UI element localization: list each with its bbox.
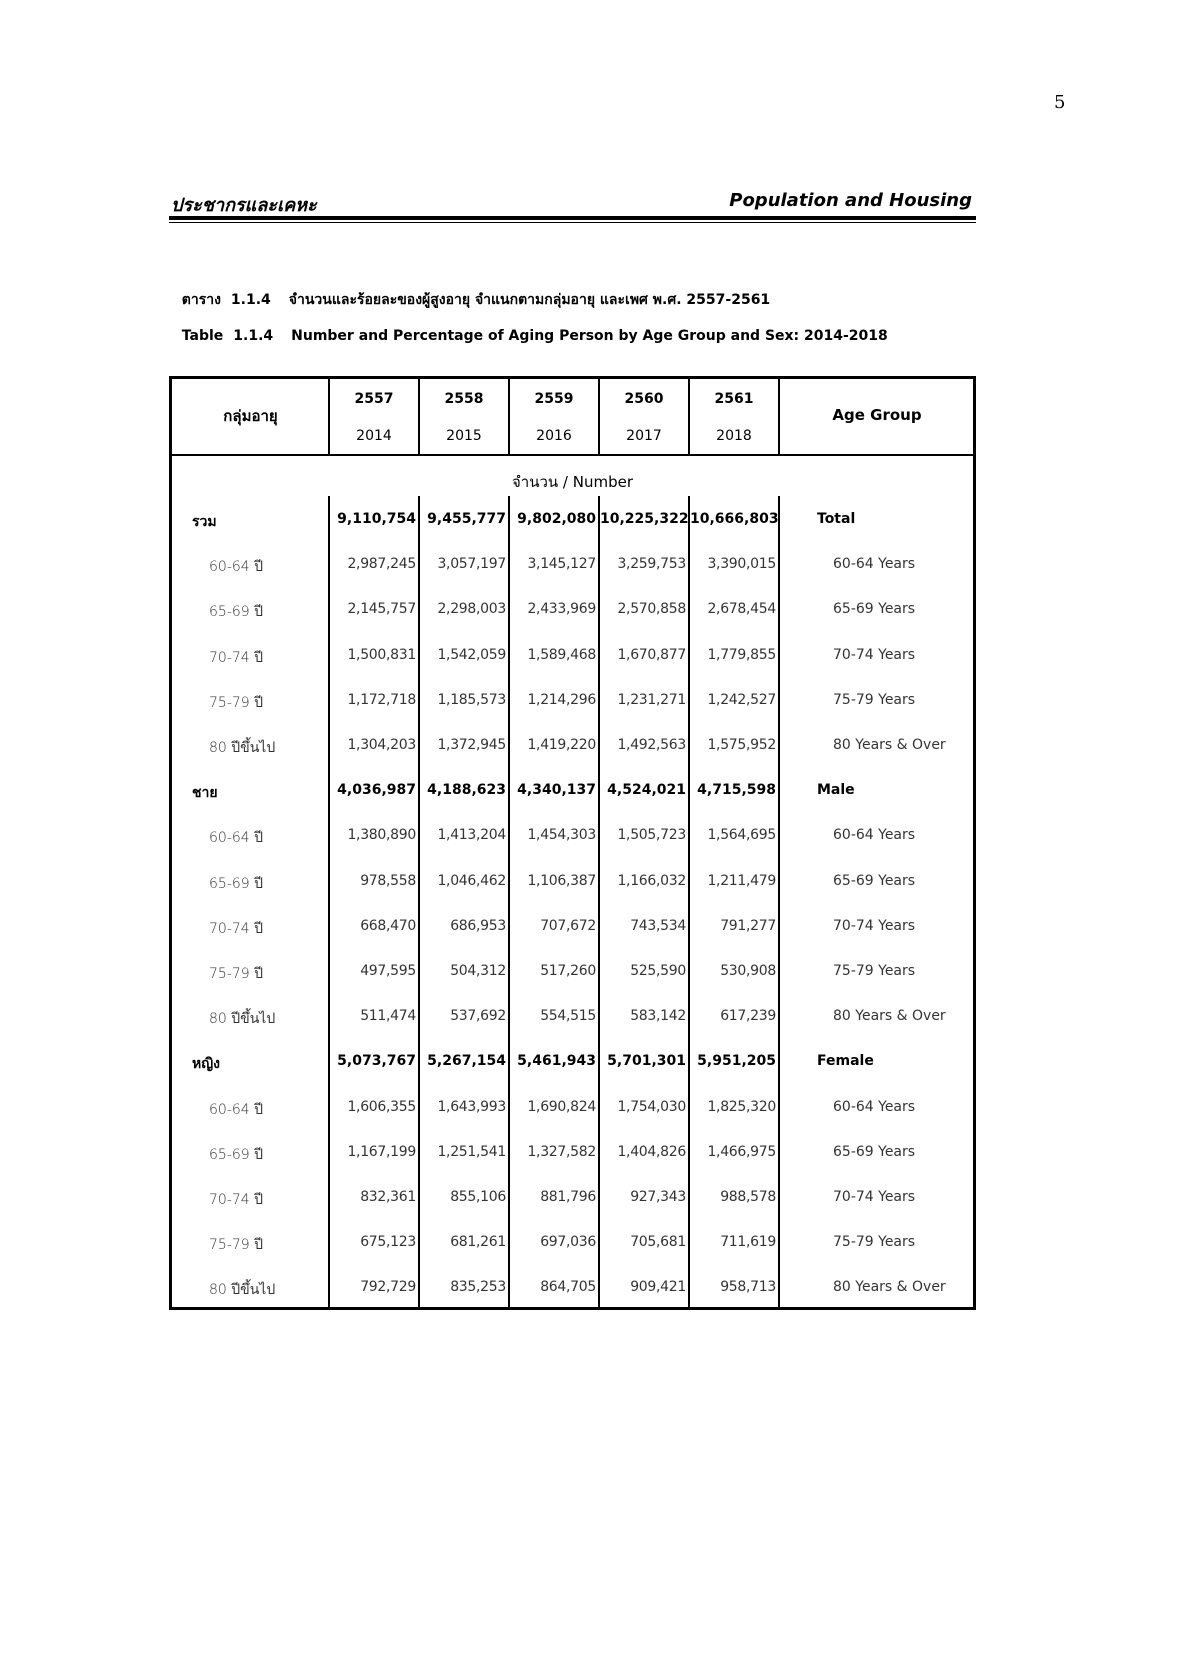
table-row — [172, 637, 973, 677]
cell-value: 617,239 — [720, 1008, 776, 1025]
cell-value: 1,454,303 — [527, 827, 596, 844]
header-year-thai: 2561 — [714, 391, 754, 407]
cell-value: 1,404,826 — [617, 1143, 686, 1160]
cell-value: 2,570,858 — [617, 601, 686, 618]
cell-value: 1,231,271 — [617, 691, 686, 708]
cell-value: 1,172,718 — [347, 691, 416, 708]
header-rule-thick — [169, 216, 976, 220]
caption-thai-number: 1.1.4 — [230, 292, 271, 308]
row-label-thai: ชาย — [192, 785, 218, 802]
cell-value: 3,259,753 — [617, 556, 686, 573]
cell-value: 511,474 — [360, 1008, 416, 1025]
cell-value: 1,670,877 — [617, 646, 686, 663]
cell-value: 832,361 — [360, 1189, 416, 1205]
cell-value: 881,796 — [540, 1189, 596, 1205]
row-label-thai: 75-79 ปี — [209, 966, 264, 982]
row-label-thai: 70-74 ปี — [209, 649, 264, 666]
row-label-thai: 80 ปีขึ้นไป — [209, 1011, 276, 1028]
table-row — [172, 908, 973, 948]
cell-value: 2,145,757 — [347, 601, 416, 618]
row-label-thai: 75-79 ปี — [209, 694, 264, 711]
row-label-thai: รวม — [192, 514, 217, 530]
cell-value: 1,166,032 — [617, 872, 686, 889]
header-rule-thin — [169, 222, 976, 223]
cell-value: 3,057,197 — [437, 556, 506, 573]
table-row — [172, 591, 973, 631]
cell-value: 3,390,015 — [707, 556, 776, 573]
header-year-ad: 2016 — [536, 428, 572, 444]
cell-value: 1,643,993 — [437, 1098, 506, 1115]
cell-value: 5,267,154 — [427, 1053, 506, 1070]
cell-value: 5,073,767 — [337, 1053, 416, 1070]
cell-value: 2,298,003 — [437, 601, 506, 618]
row-label-thai: 80 ปีขึ้นไป — [209, 740, 276, 756]
cell-value: 2,987,245 — [347, 556, 416, 573]
cell-value: 517,260 — [540, 963, 596, 979]
header-year-thai: 2557 — [354, 391, 394, 407]
row-label-english: Female — [817, 1053, 874, 1070]
cell-value: 4,340,137 — [517, 782, 596, 799]
row-label-thai: 60-64 ปี — [209, 1101, 264, 1118]
cell-value: 1,564,695 — [707, 827, 776, 844]
cell-value: 686,953 — [450, 917, 506, 934]
header-year-thai: 2558 — [444, 391, 484, 407]
cell-value: 958,713 — [720, 1279, 776, 1296]
row-label-english: 70-74 Years — [833, 917, 916, 934]
header-year-ad: 2014 — [356, 428, 392, 444]
cell-value: 1,505,723 — [617, 827, 686, 844]
caption-thai-text: จำนวนและร้อยละของผู้สูงอายุ จำแนกตามกลุ่มอายุ และเพศ พ.ศ. 2557-2561 — [288, 292, 771, 308]
cell-value: 988,578 — [720, 1189, 776, 1205]
cell-value: 1,046,462 — [437, 872, 506, 889]
cell-value: 791,277 — [720, 917, 776, 934]
row-label-thai: 70-74 ปี — [209, 920, 264, 937]
cell-value: 1,500,831 — [347, 646, 416, 663]
cell-value: 2,678,454 — [707, 601, 776, 618]
cell-value: 707,672 — [540, 917, 596, 934]
row-label-english: 65-69 Years — [833, 872, 916, 889]
cell-value: 1,304,203 — [347, 737, 416, 753]
running-header — [169, 186, 976, 220]
cell-value: 525,590 — [630, 963, 686, 979]
row-label-english: Male — [817, 782, 855, 799]
row-label-thai: 60-64 ปี — [209, 830, 264, 847]
cell-value: 5,701,301 — [607, 1053, 686, 1070]
row-label-english: 70-74 Years — [833, 1189, 916, 1205]
cell-value: 1,492,563 — [617, 737, 686, 753]
cell-value: 1,419,220 — [527, 737, 596, 753]
cell-value: 5,951,205 — [697, 1053, 776, 1070]
table-row — [172, 1134, 973, 1174]
row-label-thai: 80 ปีขึ้นไป — [209, 1282, 276, 1299]
cell-value: 978,558 — [360, 872, 416, 889]
cell-value: 1,327,582 — [527, 1143, 596, 1160]
cell-value: 668,470 — [360, 917, 416, 934]
table-caption-thai — [172, 273, 770, 311]
row-label-english: 75-79 Years — [833, 1234, 916, 1251]
table-row — [172, 682, 973, 722]
row-label-thai: 75-79 ปี — [209, 1237, 264, 1254]
header-age-group-thai: กลุ่มอายุ — [223, 407, 278, 425]
cell-value: 504,312 — [450, 963, 506, 979]
table-group-row — [172, 1043, 973, 1083]
cell-value: 864,705 — [540, 1279, 596, 1296]
col-divider — [778, 379, 780, 455]
cell-value: 1,413,204 — [437, 827, 506, 844]
cell-value: 9,802,080 — [517, 511, 596, 527]
caption-english-text: Number and Percentage of Aging Person by Age Group and Sex: 2014-2018 — [291, 328, 888, 344]
table-row — [172, 817, 973, 857]
cell-value: 1,466,975 — [707, 1143, 776, 1160]
cell-value: 1,542,059 — [437, 646, 506, 663]
row-label-english: 60-64 Years — [833, 556, 916, 573]
cell-value: 1,380,890 — [347, 827, 416, 844]
cell-value: 9,455,777 — [427, 511, 506, 527]
cell-value: 1,575,952 — [707, 737, 776, 753]
cell-value: 4,188,623 — [427, 782, 506, 799]
caption-english-label: Table — [181, 328, 224, 344]
cell-value: 1,211,479 — [707, 872, 776, 889]
cell-value: 3,145,127 — [527, 556, 596, 573]
table-row — [172, 727, 973, 767]
row-label-english: 65-69 Years — [833, 601, 916, 618]
cell-value: 2,433,969 — [527, 601, 596, 618]
header-rule — [172, 454, 973, 456]
cell-value: 1,825,320 — [707, 1098, 776, 1115]
cell-value: 675,123 — [360, 1234, 416, 1251]
cell-value: 10,225,322 — [600, 511, 689, 527]
cell-value: 1,754,030 — [617, 1098, 686, 1115]
table-row — [172, 1269, 973, 1309]
row-label-english: 80 Years & Over — [833, 737, 946, 753]
table-row — [172, 1089, 973, 1129]
row-label-thai: 60-64 ปี — [209, 559, 264, 576]
table-row — [172, 953, 973, 993]
table-row — [172, 863, 973, 903]
header-year-ad: 2018 — [716, 428, 752, 444]
cell-value: 743,534 — [630, 917, 686, 934]
row-label-english: 70-74 Years — [833, 646, 916, 663]
running-header-english: Population and Housing — [729, 190, 972, 211]
row-label-thai: 65-69 ปี — [209, 875, 264, 892]
cell-value: 711,619 — [720, 1234, 776, 1251]
cell-value: 530,908 — [720, 963, 776, 979]
cell-value: 497,595 — [360, 963, 416, 979]
cell-value: 1,185,573 — [437, 691, 506, 708]
cell-value: 1,779,855 — [707, 646, 776, 663]
cell-value: 697,036 — [540, 1234, 596, 1251]
header-year-ad: 2017 — [626, 428, 662, 444]
row-label-thai: 70-74 ปี — [209, 1192, 264, 1208]
running-header-thai: ประชากรและเคหะ — [171, 195, 317, 216]
row-label-english: 75-79 Years — [833, 691, 916, 708]
cell-value: 1,242,527 — [707, 691, 776, 708]
table-row — [172, 998, 973, 1038]
cell-value: 537,692 — [450, 1008, 506, 1025]
cell-value: 1,606,355 — [347, 1098, 416, 1115]
cell-value: 1,214,296 — [527, 691, 596, 708]
row-label-thai: 65-69 ปี — [209, 1146, 264, 1163]
cell-value: 792,729 — [360, 1279, 416, 1296]
row-label-english: 60-64 Years — [833, 1098, 916, 1115]
section-title-number: จำนวน / Number — [512, 473, 633, 491]
row-label-english: 60-64 Years — [833, 827, 916, 844]
cell-value: 4,715,598 — [697, 782, 776, 799]
row-label-english: 65-69 Years — [833, 1143, 916, 1160]
row-label-thai: 65-69 ปี — [209, 604, 264, 621]
cell-value: 705,681 — [630, 1234, 686, 1251]
cell-value: 10,666,803 — [690, 511, 779, 527]
cell-value: 681,261 — [450, 1234, 506, 1251]
header-age-group-english: Age Group — [832, 406, 922, 424]
page-number: 5 — [1054, 92, 1066, 113]
table-row — [172, 1224, 973, 1264]
cell-value: 855,106 — [450, 1189, 506, 1205]
cell-value: 4,036,987 — [337, 782, 416, 799]
row-label-english: 75-79 Years — [833, 963, 916, 979]
cell-value: 909,421 — [630, 1279, 686, 1296]
cell-value: 1,690,824 — [527, 1098, 596, 1115]
row-label-thai: หญิง — [192, 1056, 220, 1073]
cell-value: 5,461,943 — [517, 1053, 596, 1070]
cell-value: 1,251,541 — [437, 1143, 506, 1160]
caption-thai-label: ตาราง — [181, 292, 221, 308]
table-caption-english — [172, 312, 888, 344]
table-row — [172, 546, 973, 586]
row-label-english: Total — [817, 511, 856, 527]
cell-value: 583,142 — [630, 1008, 686, 1025]
cell-value: 4,524,021 — [607, 782, 686, 799]
cell-value: 9,110,754 — [337, 511, 416, 527]
row-label-english: 80 Years & Over — [833, 1279, 946, 1296]
table-group-row — [172, 772, 973, 812]
row-label-english: 80 Years & Over — [833, 1008, 946, 1025]
header-year-thai: 2559 — [534, 391, 574, 407]
header-year-thai: 2560 — [624, 391, 664, 407]
cell-value: 835,253 — [450, 1279, 506, 1296]
cell-value: 1,106,387 — [527, 872, 596, 889]
caption-english-number: 1.1.4 — [233, 328, 274, 344]
cell-value: 554,515 — [540, 1008, 596, 1025]
cell-value: 1,589,468 — [527, 646, 596, 663]
header-year-ad: 2015 — [446, 428, 482, 444]
table-row — [172, 1179, 973, 1219]
data-table — [169, 376, 976, 1310]
cell-value: 1,372,945 — [437, 737, 506, 753]
cell-value: 1,167,199 — [347, 1143, 416, 1160]
cell-value: 927,343 — [630, 1189, 686, 1205]
table-group-row — [172, 501, 973, 541]
